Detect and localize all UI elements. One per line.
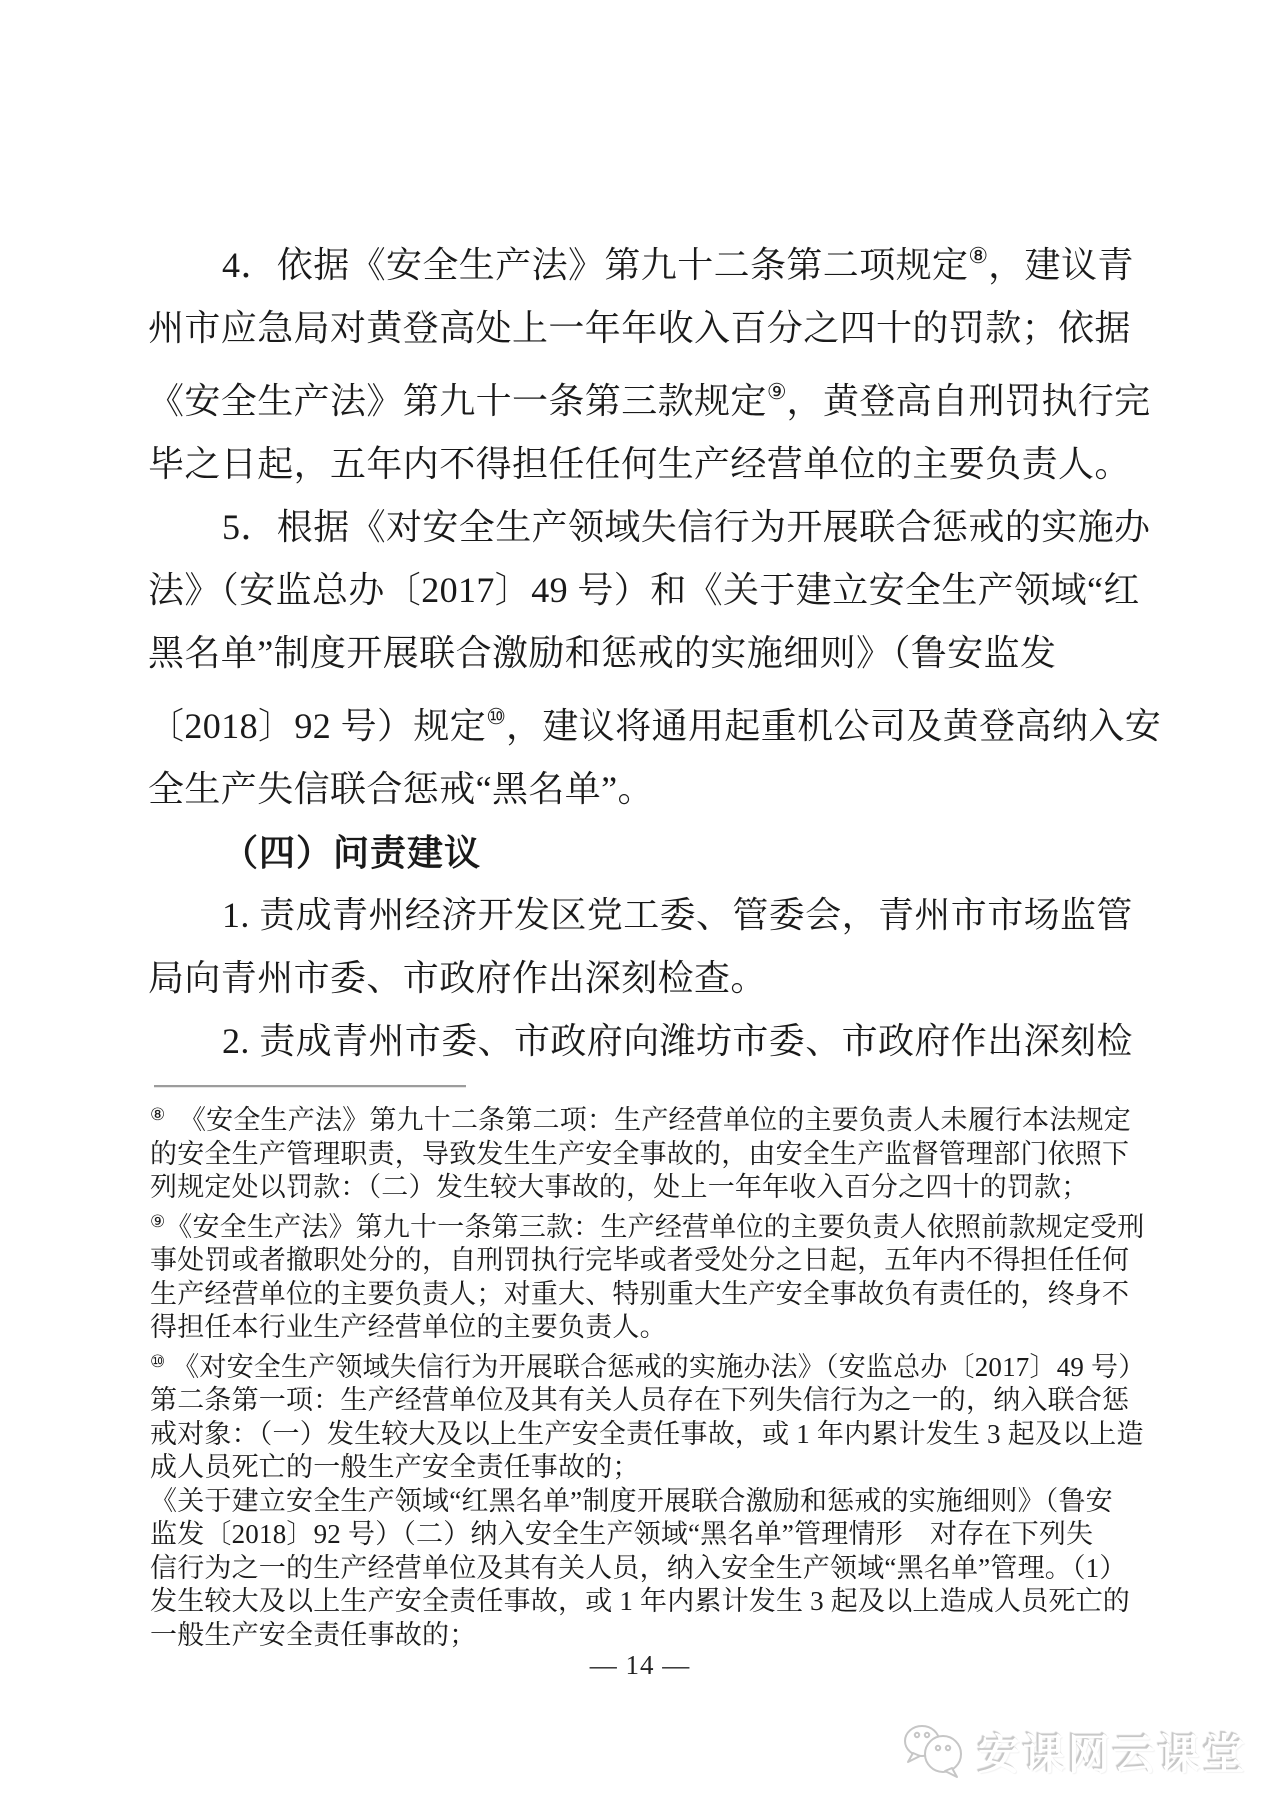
footnote-line <box>150 1384 1150 1418</box>
body-line <box>148 1010 1140 1073</box>
text-run: 《安全生产法》第九十一条第三款：生产经营单位的主要负责人依照前款规定受刑 <box>165 1211 1145 1242</box>
body-line <box>148 559 1140 622</box>
text-run: 毕之日起，五年内不得担任任何生产经营单位的主要负责人。 <box>148 444 1131 484</box>
watermark-text: 安课网云课堂 <box>977 1731 1248 1778</box>
text-run: 成人员死亡的一般生产安全责任事故的； <box>150 1452 640 1482</box>
text-run: 监发〔2018〕92 号）（二）纳入安全生产领域“黑名单”管理情形 对存在下列失 <box>150 1519 1094 1549</box>
footnote-line <box>150 1451 1150 1485</box>
text-run: 的安全生产管理职责，导致发生生产安全事故的，由安全生产监督管理部门依照下 <box>150 1138 1130 1169</box>
footnote-line <box>150 1171 1150 1205</box>
paragraph-accountability-1 <box>148 884 1140 1010</box>
page-number: — 14 — <box>589 1650 691 1680</box>
footnote-ref: ⑧ <box>968 243 989 268</box>
text-run: 1. 责成青州经济开发区党工委、管委会，青州市市场监管 <box>222 895 1133 935</box>
paragraph-accountability-2 <box>148 1010 1140 1073</box>
footnote-ref: ⑩ <box>150 1351 166 1371</box>
footnote-ref: ⑨ <box>150 1211 166 1231</box>
paragraph-4 <box>148 224 1151 496</box>
text-run: 《关于建立安全生产领域“红黑名单”制度开展联合激励和惩戒的实施细则》（鲁安 <box>150 1485 1113 1516</box>
footnote-line <box>150 1485 1150 1519</box>
text-run: 《安全生产法》第九十二条第二项：生产经营单位的主要负责人未履行本法规定 <box>165 1105 1131 1135</box>
text-run: 《安全生产法》第九十一条第三款规定 <box>148 381 767 421</box>
text-run: （四）问责建议 <box>222 832 482 873</box>
text-run: 戒对象：（一）发生较大及以上生产安全责任事故，或 1 年内累计发生 3 起及以上造 <box>150 1418 1144 1449</box>
footnote-line <box>150 1345 1150 1385</box>
text-run: 列规定处以罚款：（二）发生较大事故的，处上一年年收入百分之四十的罚款； <box>150 1172 1089 1202</box>
footnote-ref: ⑨ <box>766 379 787 404</box>
footnote-separator <box>154 1085 466 1087</box>
text-run: 《对安全生产领域失信行为开展联合惩戒的实施办法》（安监总办〔2017〕49 号） <box>165 1351 1146 1382</box>
footnote-line <box>150 1518 1150 1552</box>
text-run: 〔2018〕92 号）规定 <box>148 706 487 746</box>
footnote-line <box>150 1585 1150 1619</box>
body-line <box>148 224 1140 297</box>
text-run: ，建议青 <box>988 245 1134 285</box>
chat-bubbles-icon <box>900 1723 970 1781</box>
text-run: 2. 责成青州市委、市政府向潍坊市委、市政府作出深刻检 <box>222 1021 1133 1061</box>
text-run: 全生产失信联合惩戒“黑名单”。 <box>148 769 654 809</box>
section-heading <box>148 821 1140 884</box>
text-run: 得担任本行业生产经营单位的主要负责人。 <box>150 1312 667 1342</box>
watermark <box>900 1722 1248 1782</box>
text-run: 5．根据《对安全生产领域失信行为开展联合惩戒的实施办 <box>222 507 1151 547</box>
body-line <box>148 496 1151 559</box>
text-run: 一般生产安全责任事故的； <box>150 1619 477 1650</box>
text-run: 局向青州市委、市政府作出深刻检查。 <box>148 958 767 998</box>
text-run: ，建议将通用起重机公司及黄登高纳入安 <box>505 706 1162 746</box>
footnote-line <box>150 1205 1150 1245</box>
footnote-ref: ⑧ <box>150 1105 166 1124</box>
footnotes <box>150 1098 1150 1652</box>
footnote-line <box>150 1418 1150 1452</box>
text-run: 事处罚或者撤职处分的，自刑罚执行完毕或者受处分之日起，五年内不得担任任何 <box>150 1245 1130 1275</box>
footnote-line <box>150 1619 1150 1653</box>
footnote-ref: ⑩ <box>486 704 506 729</box>
body-line <box>148 685 1162 758</box>
heading-line <box>148 821 1140 884</box>
footnote-line <box>150 1278 1150 1312</box>
footnote-line <box>150 1552 1150 1586</box>
body-line <box>148 360 1151 433</box>
text-run: 生产经营单位的主要负责人；对重大、特别重大生产安全事故负有责任的，终身不 <box>150 1278 1130 1309</box>
footnote-line <box>150 1244 1150 1278</box>
body-line <box>148 884 1140 947</box>
text-run: 法》（安监总办〔2017〕49 号）和《关于建立安全生产领域“红 <box>148 570 1140 610</box>
body-line <box>148 433 1140 496</box>
text-run: 4．依据《安全生产法》第九十二条第二项规定 <box>222 245 969 285</box>
body-line <box>148 947 1140 1010</box>
paragraph-5 <box>148 496 1162 821</box>
footnote-line <box>150 1098 1150 1138</box>
footnote-line <box>150 1311 1150 1345</box>
text-run: 州市应急局对黄登高处上一年年收入百分之四十的罚款；依据 <box>148 308 1131 348</box>
text-run: 黑名单”制度开展联合激励和惩戒的实施细则》（鲁安监发 <box>148 633 1057 673</box>
footnote-line <box>150 1138 1150 1172</box>
body-line <box>148 297 1140 360</box>
document-body <box>148 224 1162 1073</box>
body-line <box>148 622 1140 685</box>
text-run: 信行为之一的生产经营单位及其有关人员，纳入安全生产领域“黑名单”管理。（1） <box>150 1552 1127 1583</box>
body-line <box>148 758 1140 821</box>
text-run: 第二条第一项：生产经营单位及其有关人员存在下列失信行为之一的，纳入联合惩 <box>150 1385 1130 1415</box>
text-run: 发生较大及以上生产安全责任事故，或 1 年内累计发生 3 起及以上造成人员死亡的 <box>150 1586 1130 1616</box>
text-run: ，黄登高自刑罚执行完 <box>786 381 1151 421</box>
